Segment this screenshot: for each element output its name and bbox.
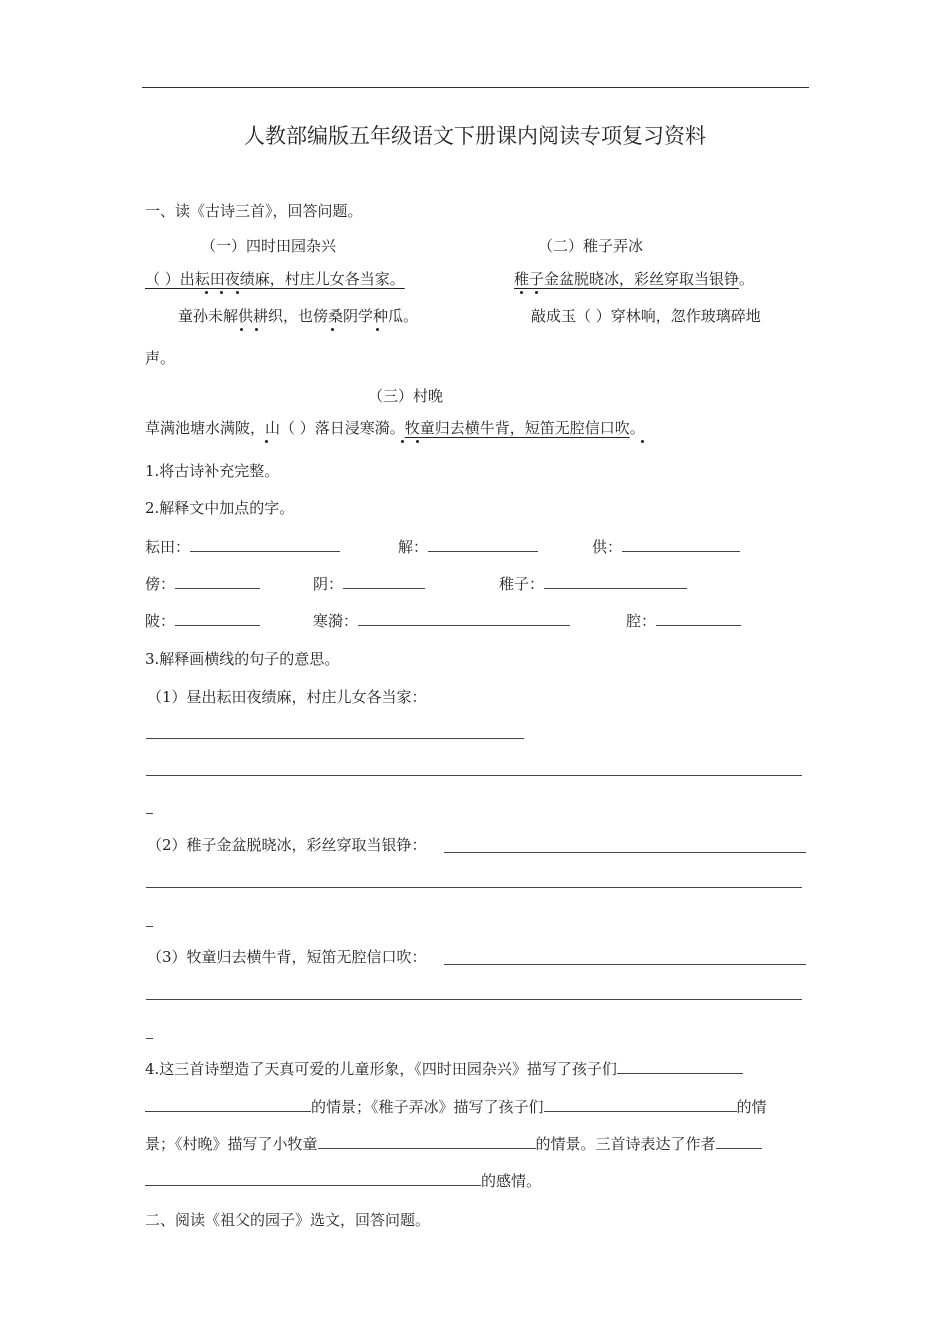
answer-blank[interactable] <box>318 1134 536 1149</box>
question-3-2: （2）稚子金盆脱晓冰，彩丝穿取当银铮： <box>147 836 427 854</box>
answer-blank[interactable] <box>617 1059 743 1074</box>
emphasis-dot <box>376 328 379 331</box>
emphasis-dot <box>240 328 243 331</box>
poem2-line1-wrap <box>514 269 754 289</box>
poem3-line-a: 草满池塘水满陂，山（ ）落日浸寒漪。 <box>145 419 405 437</box>
answer-blank[interactable] <box>544 574 687 589</box>
poem3-title: （三）村晚 <box>368 387 444 405</box>
poem1-line1: （ ）出耘田夜绩麻，村庄儿女各当家。 <box>145 270 405 288</box>
answer-blank[interactable] <box>428 537 538 552</box>
answer-line[interactable] <box>444 852 806 853</box>
answer-blank[interactable] <box>622 537 740 552</box>
answer-line-end <box>146 1038 153 1039</box>
answer-line[interactable] <box>444 964 806 965</box>
question-2: 2.解释文中加点的字。 <box>145 499 295 517</box>
emphasis-dot <box>255 328 258 331</box>
emphasis-dot <box>535 291 538 294</box>
q2-item-hanyi: 寒漪： <box>313 611 570 631</box>
answer-blank[interactable] <box>343 574 425 589</box>
q2-item-bei: 陂： <box>145 611 260 631</box>
answer-blank[interactable] <box>175 574 260 589</box>
emphasis-dot <box>641 440 644 443</box>
question-4-line3: 景；《村晚》描写了小牧童 的情景。三首诗表达了作者 <box>145 1134 762 1154</box>
page-title: 人教部编版五年级语文下册课内阅读专项复习资料 <box>244 124 706 148</box>
answer-line[interactable] <box>146 999 802 1000</box>
answer-line-end <box>146 926 153 927</box>
poem3-line <box>145 418 645 438</box>
poem2-line2: 敲成玉（ ）穿林响，忽作玻璃碎地 <box>531 307 761 325</box>
answer-line[interactable] <box>146 775 802 776</box>
question-3-3: （3）牧童归去横牛背，短笛无腔信口吹： <box>147 948 427 966</box>
answer-blank[interactable] <box>358 611 570 626</box>
q2-item-yin: 阴： <box>313 574 425 594</box>
poem1-title: （一）四时田园杂兴 <box>201 237 337 255</box>
answer-blank[interactable] <box>175 611 260 626</box>
emphasis-dot <box>401 440 404 443</box>
answer-blank[interactable] <box>145 1097 311 1112</box>
q2-item-bang: 傍： <box>145 574 260 594</box>
question-4-line2: 的情景；《稚子弄冰》描写了孩子们 的情 <box>145 1097 767 1117</box>
question-3: 3.解释画横线的句子的意思。 <box>145 650 340 668</box>
emphasis-dot <box>265 440 268 443</box>
answer-blank[interactable] <box>656 611 741 626</box>
emphasis-dot <box>331 328 334 331</box>
question-4-line1: 4.这三首诗塑造了天真可爱的儿童形象，《四时田园杂兴》描写了孩子们 <box>145 1059 743 1079</box>
answer-line[interactable] <box>146 738 524 739</box>
answer-line-end <box>146 813 153 814</box>
emphasis-dot <box>236 291 239 294</box>
answer-blank[interactable] <box>145 1171 481 1186</box>
question-1: 1.将古诗补充完整。 <box>145 462 280 480</box>
header-rule <box>142 87 809 88</box>
question-3-1: （1）昼出耘田夜绩麻，村庄儿女各当家： <box>147 688 427 706</box>
emphasis-dot <box>416 440 419 443</box>
question-4-line4: 的感情。 <box>145 1171 541 1191</box>
section1-heading: 一、读《古诗三首》，回答问题。 <box>145 202 363 220</box>
emphasis-dot <box>220 291 223 294</box>
poem2-title: （二）稚子弄冰 <box>538 237 644 255</box>
q2-item-gong: 供： <box>592 537 740 557</box>
poem3-line-b: 牧童归去横牛背，短笛无腔信口吹 <box>404 419 630 437</box>
poem1-line2: 童孙未解供耕织，也傍桑阴学种瓜。 <box>178 307 419 325</box>
answer-blank[interactable] <box>716 1134 762 1149</box>
q2-item-zhizi: 稚子： <box>499 574 687 594</box>
q2-item-qiang: 腔： <box>626 611 741 631</box>
answer-blank[interactable] <box>190 537 340 552</box>
emphasis-dot <box>520 291 523 294</box>
q2-item-yuntian: 耘田： <box>145 537 340 557</box>
q2-item-jie: 解： <box>398 537 538 557</box>
poem2-line1-end: 。 <box>739 270 755 288</box>
emphasis-dot <box>205 291 208 294</box>
poem2-line2-cont: 声。 <box>145 349 176 367</box>
section2-heading: 二、阅读《祖父的园子》选文，回答问题。 <box>145 1211 431 1229</box>
answer-blank[interactable] <box>544 1097 737 1112</box>
answer-line[interactable] <box>146 887 802 888</box>
poem3-line-end: 。 <box>629 419 645 437</box>
poem2-line1: 稚子金盆脱晓冰，彩丝穿取当银铮 <box>514 270 740 288</box>
